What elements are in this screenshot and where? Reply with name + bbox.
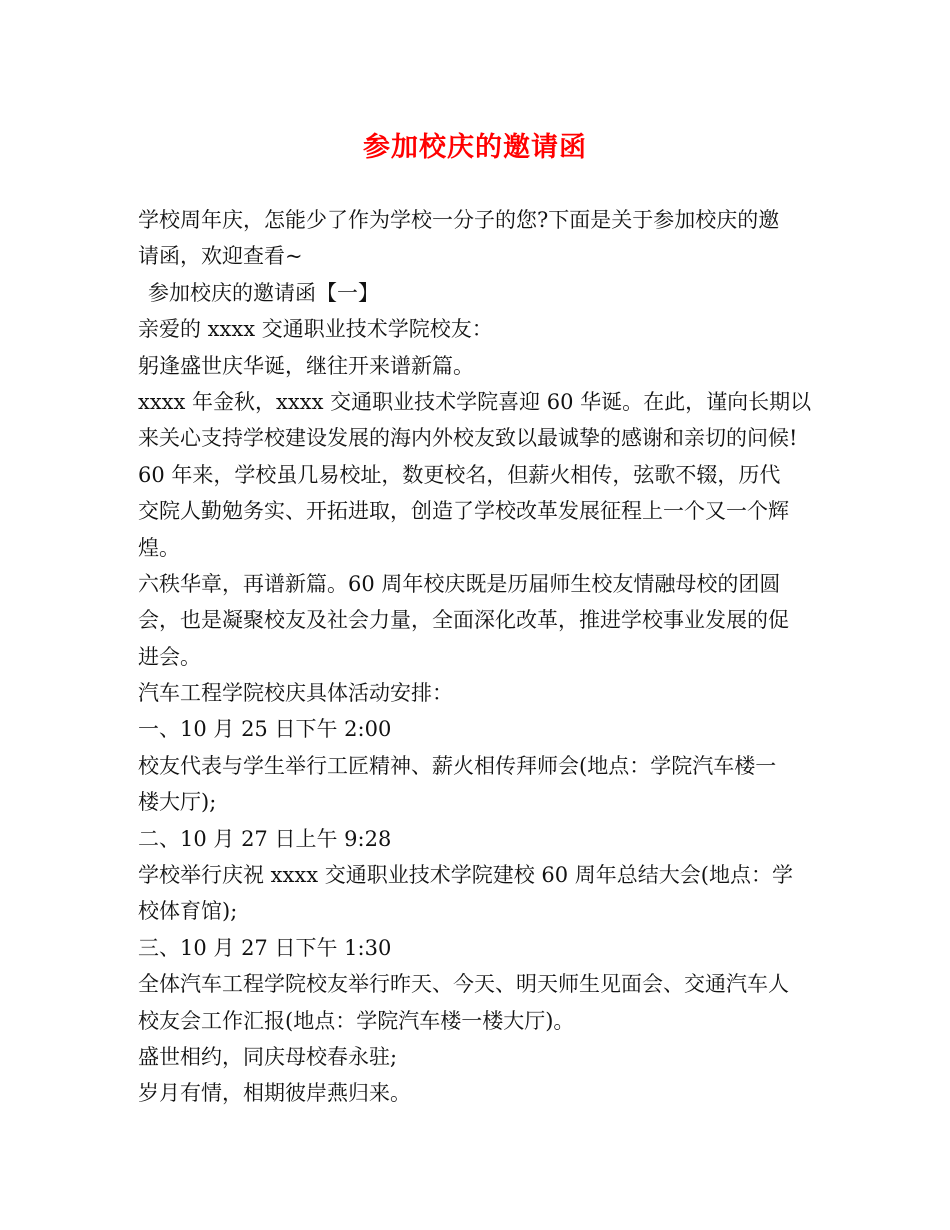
section-heading: 参加校庆的邀请函【一】	[148, 280, 379, 305]
document-body	[138, 202, 818, 1112]
schedule-item-description: 全体汽车工程学院校友举行昨天、今天、明天师生见面会、交通汽车人	[138, 972, 789, 997]
paragraph-line-intro-1: 学校周年庆，怎能少了作为学校一分子的您?下面是关于参加校庆的邀	[138, 208, 780, 232]
paragraph-line: 六秩华章，再谱新篇。60 周年校庆既是历届师生校友情融母校的团圆	[138, 571, 781, 596]
schedule-item-time: 二、10 月 27 日上午 9:28	[138, 826, 392, 851]
paragraph-line: xxxx 年金秋，xxxx 交通职业技术学院喜迎 60 华诞。在此，谨向长期以	[138, 389, 812, 414]
closing-line: 岁月有情，相期彼岸燕归来。	[138, 1081, 411, 1106]
salutation: 亲爱的 xxxx 交通职业技术学院校友：	[138, 317, 493, 342]
paragraph-line: 进会。	[138, 644, 201, 669]
schedule-item-description: 校友会工作汇报(地点：学院汽车楼一楼大厅)。	[138, 1008, 575, 1033]
schedule-item-time: 三、10 月 27 日下午 1:30	[138, 935, 392, 960]
schedule-item-description: 学校举行庆祝 xxxx 交通职业技术学院建校 60 周年总结大会(地点：学	[138, 863, 793, 888]
schedule-item-description: 校友代表与学生举行工匠精神、薪火相传拜师会(地点：学院汽车楼一	[138, 753, 777, 778]
paragraph-line: 60 年来，学校虽几易校址，数更校名，但薪火相传，弦歌不辍，历代	[138, 462, 781, 487]
schedule-item-description: 校体育馆);	[138, 899, 238, 924]
paragraph-line: 煌。	[138, 535, 180, 560]
document-title: 参加校庆的邀请函	[363, 132, 587, 163]
schedule-item-time: 一、10 月 25 日下午 2:00	[138, 717, 392, 742]
paragraph-line: 会，也是凝聚校友及社会力量，全面深化改革，推进学校事业发展的促	[138, 608, 789, 633]
paragraph-line: 躬逢盛世庆华诞，继往开来谱新篇。	[138, 353, 474, 378]
schedule-heading: 汽车工程学院校庆具体活动安排：	[138, 681, 453, 706]
paragraph-line: 交院人勤勉务实、开拓进取，创造了学校改革发展征程上一个又一个辉	[138, 499, 789, 524]
closing-line: 盛世相约，同庆母校春永驻;	[138, 1044, 398, 1069]
paragraph-line-intro-2: 请函，欢迎查看~	[138, 244, 303, 269]
schedule-item-description: 楼大厅);	[138, 790, 217, 815]
paragraph-line: 来关心支持学校建设发展的海内外校友致以最诚挚的感谢和亲切的问候!	[138, 426, 798, 451]
